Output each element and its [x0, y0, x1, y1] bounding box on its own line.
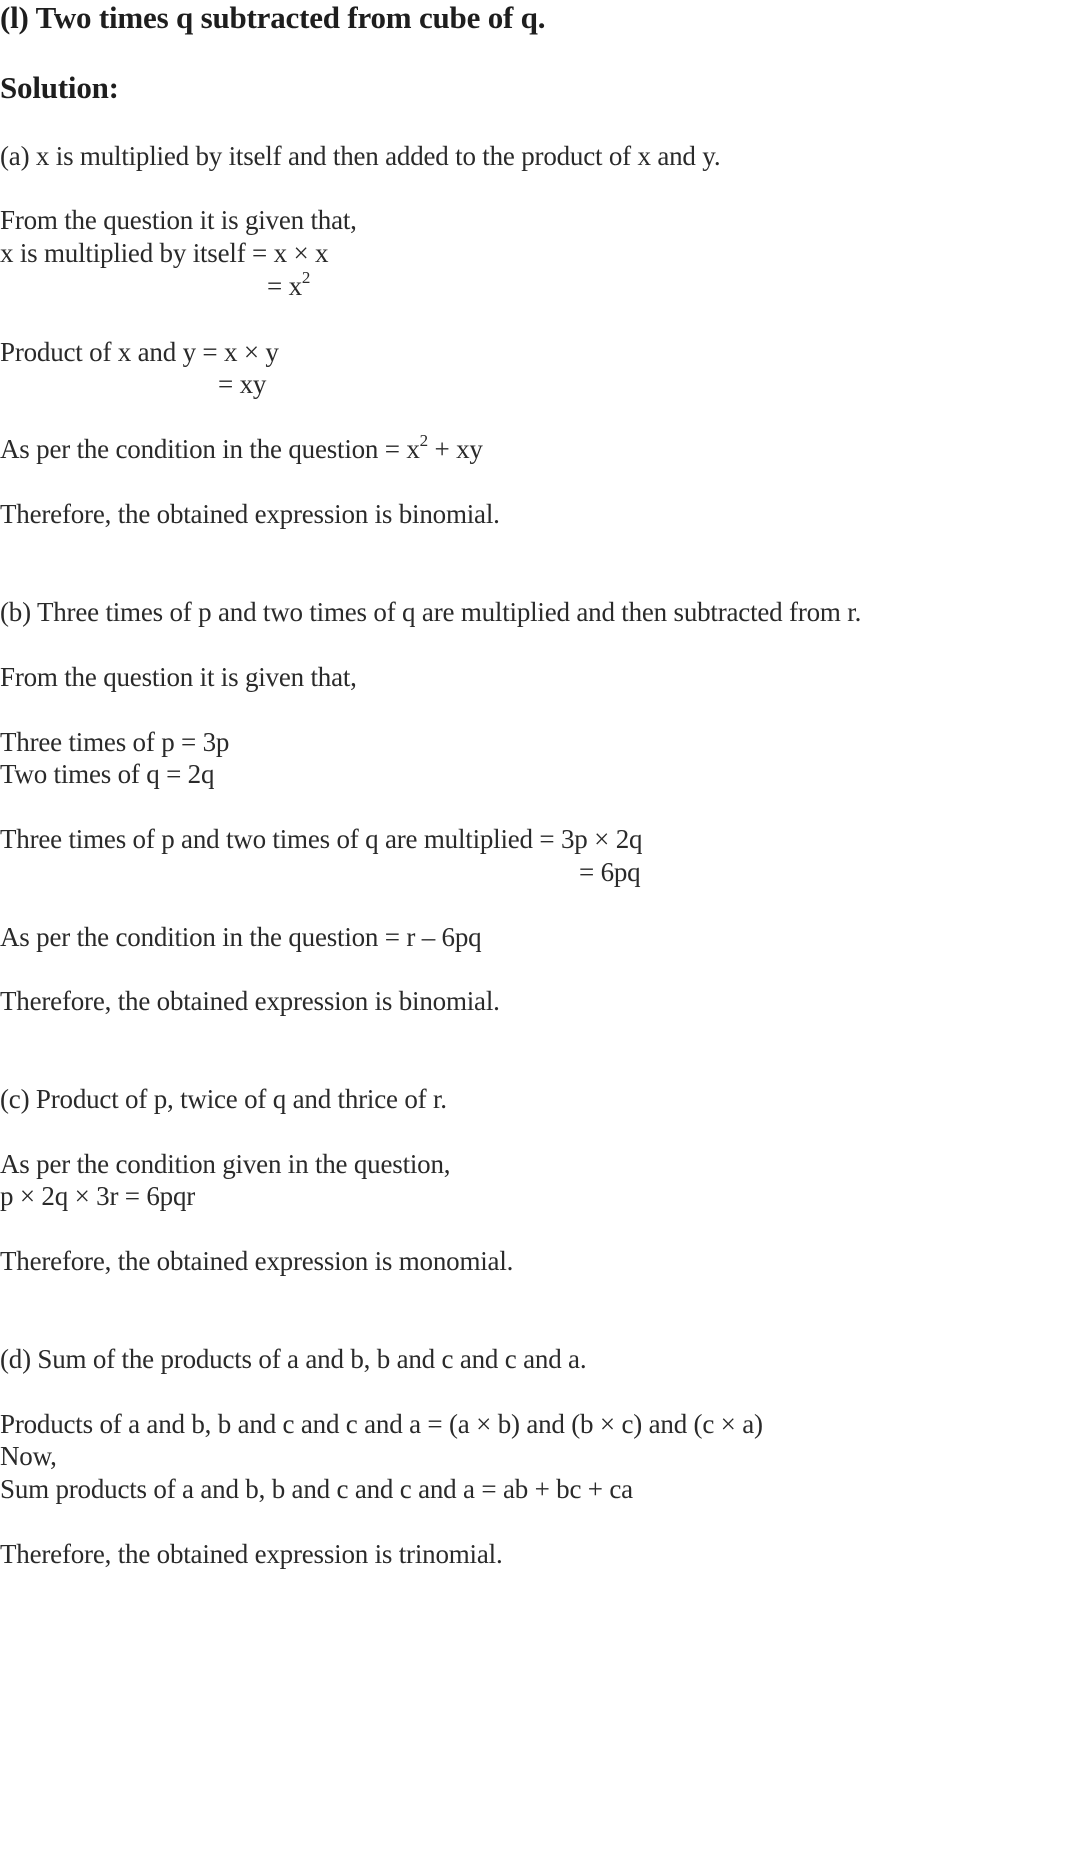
part-a-condition — [0, 433, 483, 465]
part-a-condition-prefix: As per the condition in the question = x — [0, 434, 420, 464]
part-b-statement: (b) Three times of p and two times of q are multiplied and then subtracted from r. — [0, 597, 862, 627]
part-c-statement: (c) Product of p, twice of q and thrice of r. — [0, 1084, 447, 1114]
part-b-condition: As per the condition in the question = r – 6pq — [0, 922, 482, 952]
part-a-statement: (a) x is multiplied by itself and then added to the product of x and y. — [0, 141, 721, 171]
part-a-step2-result: = xy — [218, 369, 267, 399]
part-a-step2: Product of x and y = x × y — [0, 337, 279, 367]
part-c-step1: p × 2q × 3r = 6pqr — [0, 1181, 196, 1211]
part-d-step2: Sum products of a and b, b and c and c and a = ab + bc + ca — [0, 1474, 633, 1504]
question-heading: (l) Two times q subtracted from cube of q. — [0, 0, 546, 35]
part-b-step3: Three times of p and two times of q are multiplied = 3p × 2q — [0, 824, 643, 854]
part-b-given-intro: From the question it is given that, — [0, 662, 357, 692]
part-a-conclusion: Therefore, the obtained expression is binomial. — [0, 499, 500, 529]
part-b-step2: Two times of q = 2q — [0, 759, 215, 789]
part-c-conclusion: Therefore, the obtained expression is monomial. — [0, 1246, 514, 1276]
part-b-step3-result: = 6pq — [579, 857, 641, 887]
part-a-step1: x is multiplied by itself = x × x — [0, 238, 329, 268]
part-b-conclusion: Therefore, the obtained expression is binomial. — [0, 986, 500, 1016]
part-b-step1: Three times of p = 3p — [0, 727, 230, 757]
part-a-step1-result-base: = x — [267, 271, 302, 301]
part-a-condition-exponent: 2 — [419, 431, 428, 450]
part-d-conclusion: Therefore, the obtained expression is trinomial. — [0, 1539, 503, 1569]
part-a-condition-suffix: + xy — [427, 434, 483, 464]
part-a-step1-result-exponent: 2 — [301, 268, 311, 287]
solution-label: Solution: — [0, 70, 119, 105]
part-c-given-intro: As per the condition given in the question, — [0, 1149, 451, 1179]
part-a-step1-result — [267, 270, 310, 302]
part-a-given-intro: From the question it is given that, — [0, 205, 357, 235]
part-d-step1: Products of a and b, b and c and c and a = (a × b) and (b × c) and (c × a) — [0, 1409, 763, 1439]
part-d-now: Now, — [0, 1441, 57, 1471]
part-d-statement: (d) Sum of the products of a and b, b and c and c and a. — [0, 1344, 587, 1374]
